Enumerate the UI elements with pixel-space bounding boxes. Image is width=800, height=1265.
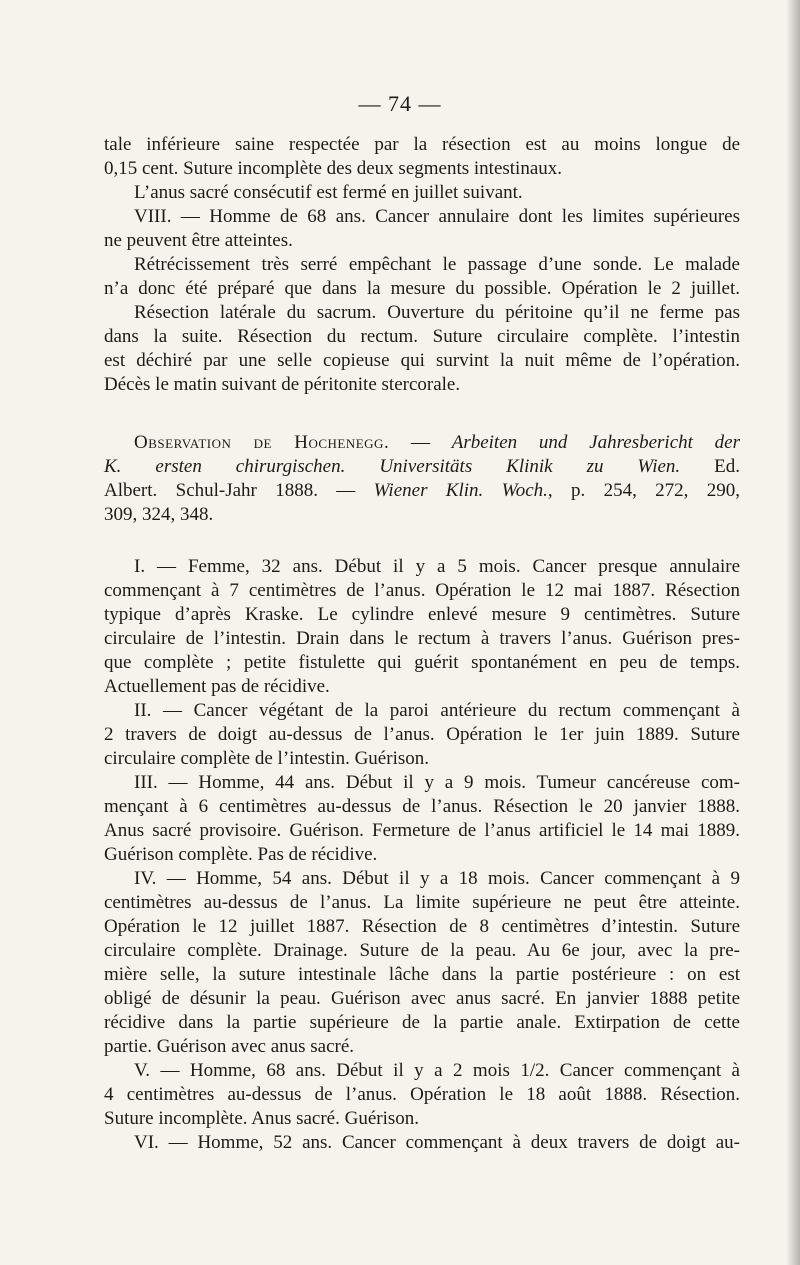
text-line: VI. — Homme, 52 ans. Cancer commençant à deux travers de doigt au-: [134, 1132, 740, 1153]
text-line: Résection latérale du sacrum. Ouverture du péritoine qu’il ne ferme pas: [134, 302, 740, 323]
text-line: mençant à 6 centimètres au-dessus de l’anus. Résection le 20 janvier 1888.: [104, 796, 740, 817]
text-line: 309, 324, 348.: [104, 504, 214, 525]
text-line: Actuellement pas de récidive.: [104, 676, 330, 697]
text-line: 2 travers de doigt au-dessus de l’anus. Opération le 1er juin 1889. Suture: [104, 724, 740, 745]
page-edge-shadow: [786, 0, 800, 1265]
text-line: II. — Cancer végétant de la paroi antérieure du rectum commençant à: [134, 700, 740, 721]
text-line: 0,15 cent. Suture incomplète des deux segments intestinaux.: [104, 158, 563, 179]
text-line: Décès le matin suivant de péritonite stercorale.: [104, 374, 461, 395]
text-line: typique d’après Kraske. Le cylindre enlevé mesure 9 centimètres. Suture: [104, 604, 740, 625]
text-line: mière selle, la suture intestinale lâche dans la partie postérieure : on est: [104, 964, 740, 985]
text-line: récidive dans la partie supérieure de la partie anale. Extirpation de cette: [104, 1012, 740, 1033]
text-line: 4 centimètres au-dessus de l’anus. Opération le 18 août 1888. Résection.: [104, 1084, 740, 1105]
journal-name: Wiener Klin. Woch.: [373, 480, 548, 501]
text-line: circulaire complète. Drainage. Suture de la peau. Au 6e jour, avec la pre-: [104, 940, 740, 961]
observation-label: Observation de Hochenegg.: [134, 432, 390, 453]
text-line: [104, 479, 740, 503]
text-line: Anus sacré provisoire. Guérison. Fermeture de l’anus artificiel le 14 mai 1889.: [104, 820, 740, 841]
dash: —: [389, 432, 452, 453]
text-line: Suture incomplète. Anus sacré. Guérison.: [104, 1108, 420, 1129]
text-line: III. — Homme, 44 ans. Début il y a 9 mois. Tumeur cancéreuse com-: [134, 772, 740, 793]
text-line: Guérison complète. Pas de récidive.: [104, 844, 378, 865]
source-title: Arbeiten und Jahresbericht der: [451, 432, 740, 453]
text-line: IV. — Homme, 54 ans. Début il y a 18 mois. Cancer commençant à 9: [134, 868, 740, 889]
text-line: ne peuvent être atteintes.: [104, 230, 293, 251]
text-line: dans la suite. Résection du rectum. Suture circulaire complète. l’intestin: [104, 326, 740, 347]
paragraph-cases: [104, 555, 740, 1155]
citation-head: Albert. Schul-Jahr 1888. —: [104, 480, 374, 501]
text-line: L’anus sacré consécutif est fermé en juillet suivant.: [134, 182, 523, 203]
citation-pages: , p. 254, 272, 290,: [547, 480, 740, 501]
text-line: VIII. — Homme de 68 ans. Cancer annulaire dont les limites supérieures: [134, 206, 740, 227]
text-line: Opération le 12 juillet 1887. Résection de 8 centimètres d’intestin. Suture: [104, 916, 740, 937]
editor: Ed.: [680, 456, 741, 477]
text-line: V. — Homme, 68 ans. Début il y a 2 mois 1/2. Cancer commençant à: [134, 1060, 740, 1081]
paragraph-case-viii: [104, 133, 740, 397]
text-line: obligé de désunir la peau. Guérison avec anus sacré. En janvier 1888 petite: [104, 988, 740, 1009]
text-line: commençant à 7 centimètres de l’anus. Opération le 12 mai 1887. Résection: [104, 580, 740, 601]
observation-heading: [104, 431, 740, 527]
text-line: partie. Guérison avec anus sacré.: [104, 1036, 355, 1057]
text-line: I. — Femme, 32 ans. Début il y a 5 mois. Cancer presque annulaire: [134, 556, 740, 577]
page-number: — 74 —: [358, 91, 442, 116]
source-title-cont: K. ersten chirurgischen. Universitäts Klinik zu Wien.: [104, 456, 681, 477]
text-line: n’a donc été préparé que dans la mesure du possible. Opération le 2 juillet.: [104, 278, 740, 299]
text-line: que complète ; petite fistulette qui guérit spontanément en peu de temps.: [104, 652, 740, 673]
text-line: Rétrécissement très serré empêchant le passage d’une sonde. Le malade: [134, 254, 740, 275]
text-line: est déchiré par une selle copieuse qui survint la nuit même de l’opération.: [104, 350, 740, 371]
text-line: centimètres au-dessus de l’anus. La limite supérieure ne peut être atteinte.: [104, 892, 740, 913]
text-line: [104, 431, 740, 455]
text-line: circulaire de l’intestin. Drain dans le rectum à travers l’anus. Guérison pres-: [104, 628, 740, 649]
text-line: tale inférieure saine respectée par la résection est au moins longue de: [104, 134, 740, 155]
text-line: circulaire complète de l’intestin. Guérison.: [104, 748, 429, 769]
text-line: [104, 455, 740, 479]
